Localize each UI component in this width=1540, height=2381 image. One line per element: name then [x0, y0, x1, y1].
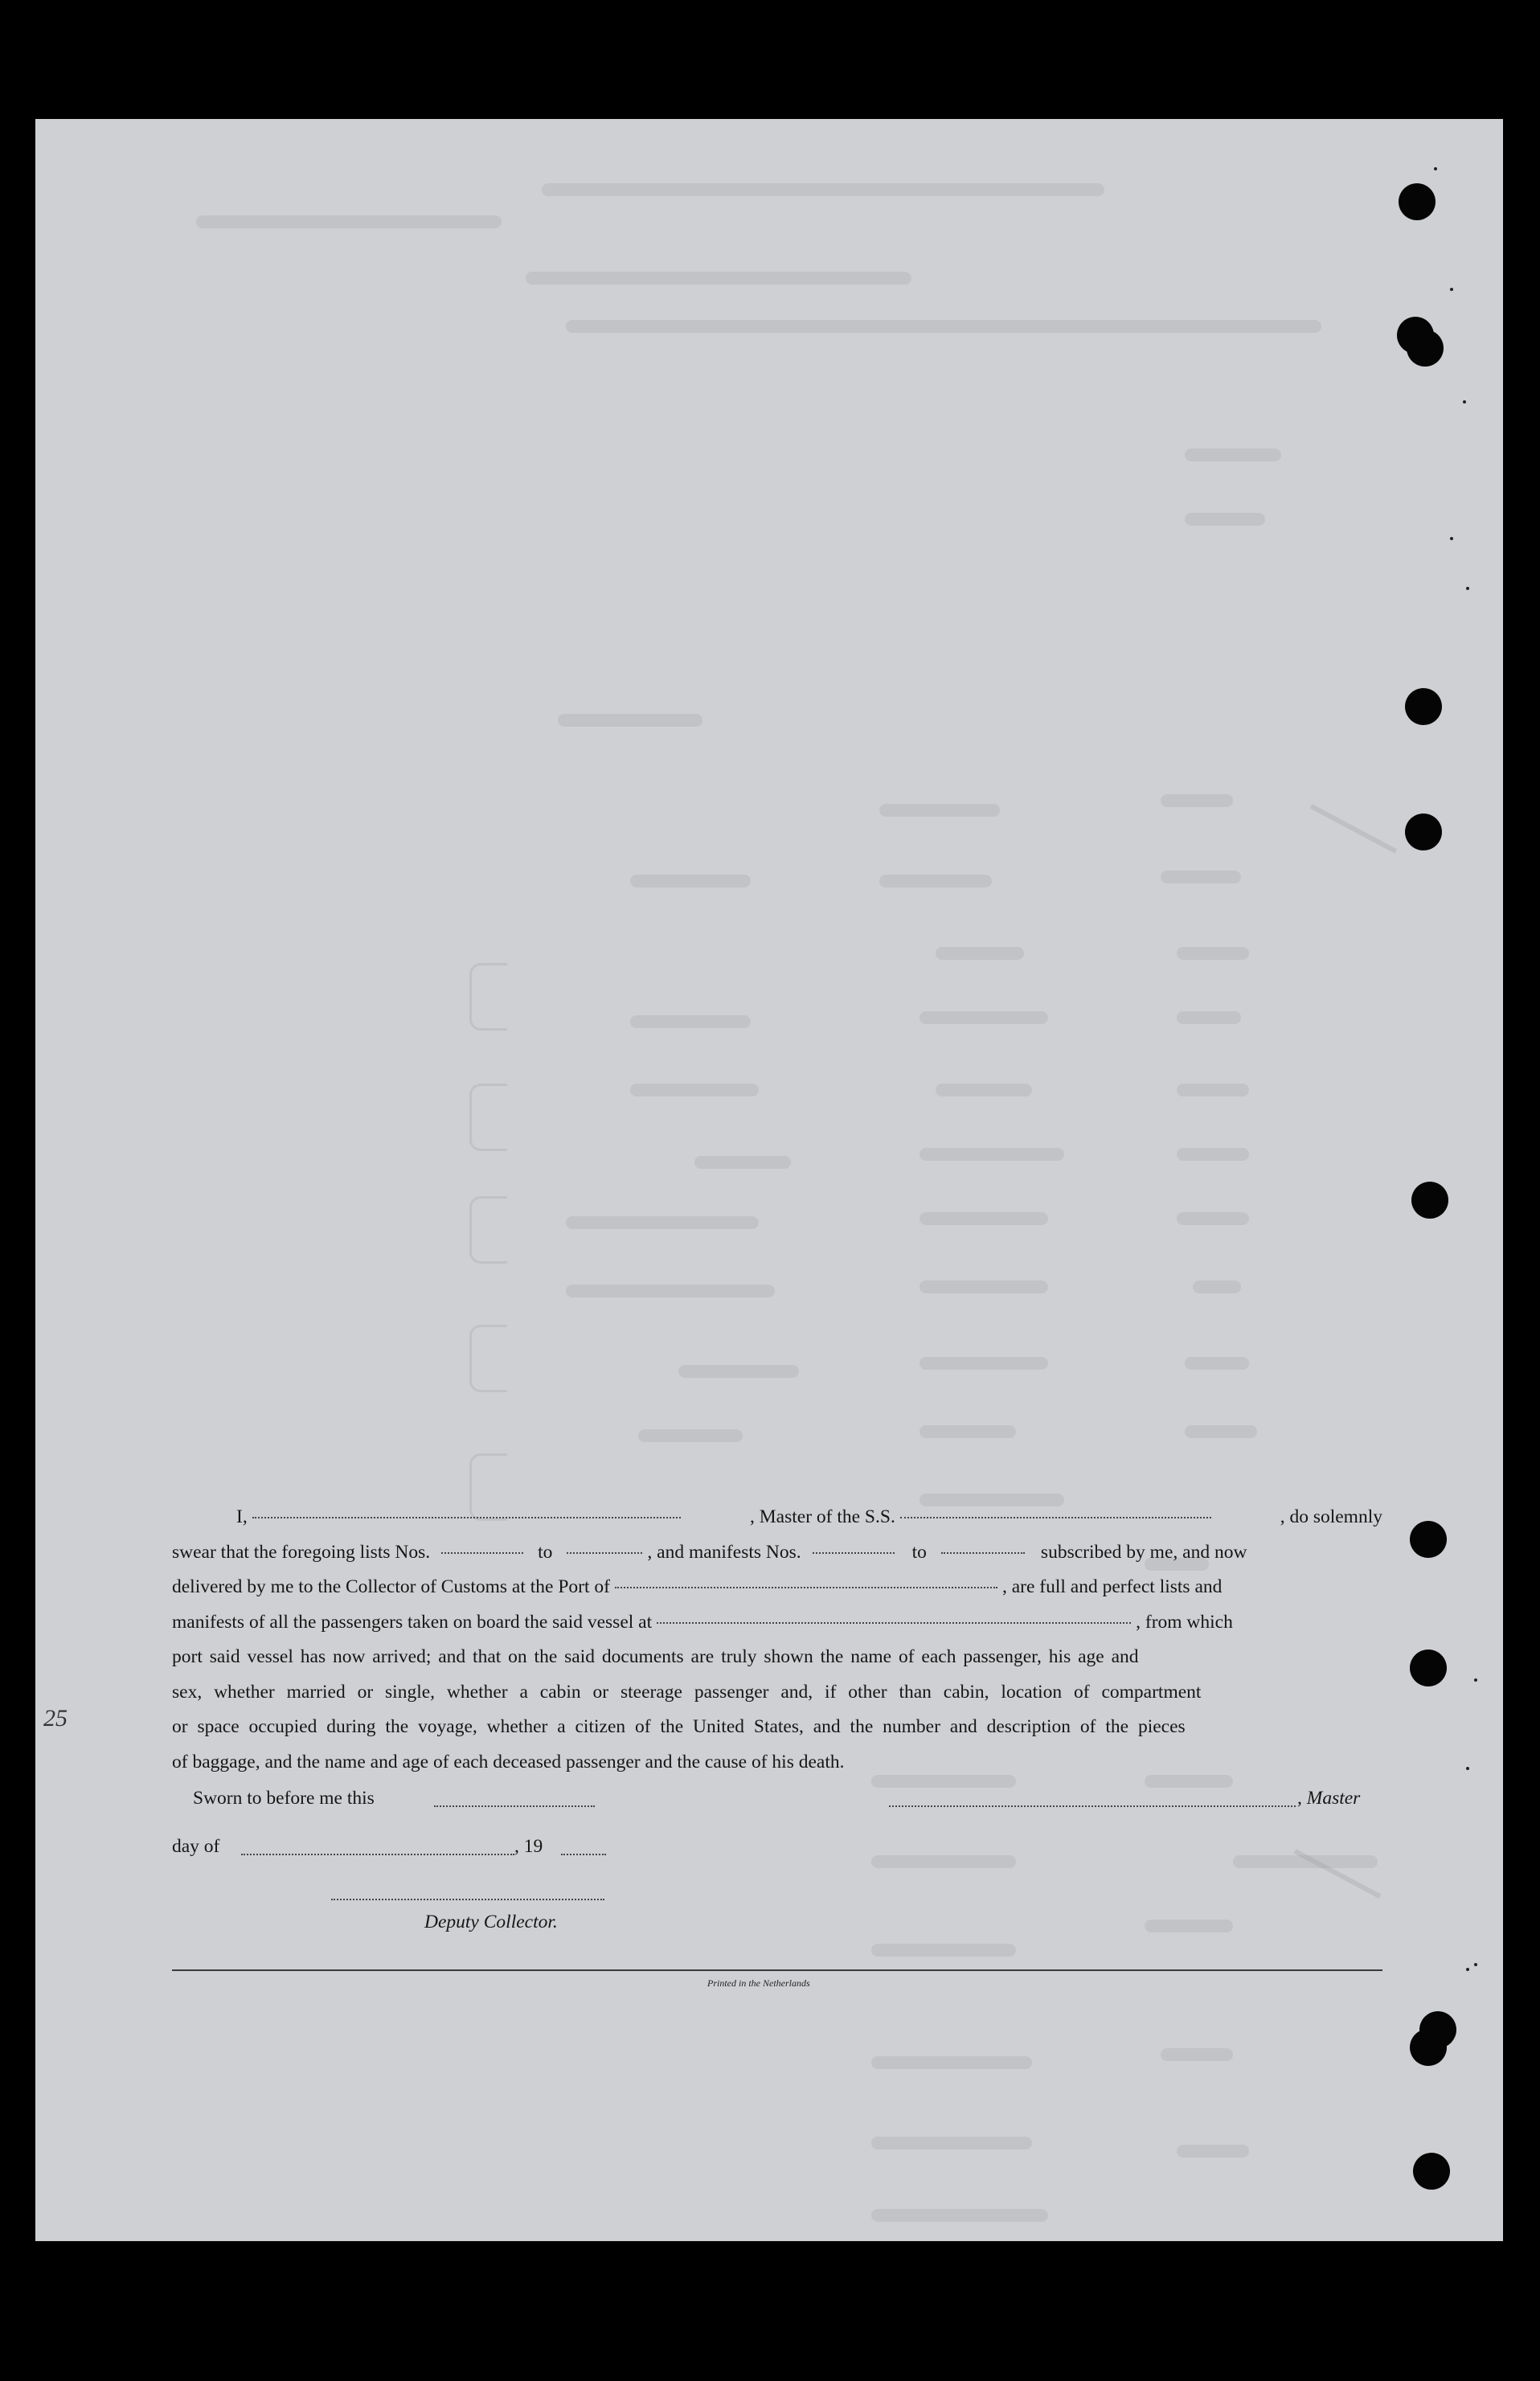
- sworn-label: Sworn to before me this: [193, 1788, 375, 1809]
- margin-handwriting: 25: [43, 1705, 68, 1731]
- oath-line: [172, 1640, 1382, 1675]
- oath-text: to: [911, 1541, 927, 1563]
- oath-line: [172, 1500, 1382, 1535]
- oath-text: I,: [236, 1506, 248, 1527]
- month-field[interactable]: [241, 1854, 514, 1855]
- oath-text: of baggage, and the name and age of each deceased passenger and the cause of his death.: [172, 1751, 845, 1772]
- year-label: , 19: [514, 1836, 543, 1857]
- manifests-to-field[interactable]: [941, 1552, 1025, 1554]
- lists-from-field[interactable]: [441, 1552, 523, 1554]
- ship-name-field[interactable]: [900, 1517, 1211, 1518]
- punch-hole: [1410, 1649, 1447, 1686]
- oath-text: , from which: [1136, 1611, 1233, 1633]
- oath-text: delivered by me to the Collector of Customs at the Port of: [172, 1576, 610, 1597]
- oath-line: [172, 1710, 1382, 1745]
- manifests-from-field[interactable]: [813, 1552, 895, 1554]
- port-field[interactable]: [615, 1587, 997, 1588]
- punch-hole: [1410, 2029, 1447, 2066]
- deputy-collector-label: Deputy Collector.: [424, 1912, 558, 1932]
- master-name-field[interactable]: [252, 1517, 681, 1518]
- oath-text: subscribed by me, and now: [1040, 1541, 1247, 1563]
- bleed-through-text: [35, 119, 1503, 2241]
- embark-port-field[interactable]: [657, 1622, 1131, 1624]
- oath-line: [172, 1745, 1382, 1781]
- printer-imprint: Printed in the Netherlands: [707, 1977, 810, 1989]
- punch-hole: [1407, 330, 1444, 367]
- oath-line: [172, 1570, 1382, 1605]
- form-page: [35, 119, 1503, 2241]
- oath-text: port said vessel has now arrived; and that on the said documents are truly shown the name of each passenger, his age and: [172, 1646, 1139, 1667]
- punch-hole: [1405, 688, 1442, 725]
- sworn-date-field[interactable]: [434, 1805, 595, 1807]
- punch-hole: [1410, 1521, 1447, 1558]
- punch-hole: [1413, 2153, 1450, 2190]
- oath-text: , and manifests Nos.: [647, 1541, 801, 1563]
- oath-line: [172, 1675, 1382, 1711]
- master-signature-field[interactable]: [889, 1805, 1296, 1807]
- sworn-row: [193, 1788, 1382, 1823]
- day-label: day of: [172, 1836, 220, 1857]
- punch-hole: [1411, 1182, 1448, 1219]
- oath-paragraph: [172, 1500, 1382, 1780]
- oath-text: swear that the foregoing lists Nos.: [172, 1541, 431, 1563]
- punch-hole: [1399, 183, 1436, 220]
- punch-hole: [1405, 813, 1442, 850]
- oath-text: , do solemnly: [1280, 1506, 1382, 1527]
- oath-text: sex, whether married or single, whether a cabin or steerage passenger and, if other than cabin, location of compartment: [172, 1681, 1202, 1703]
- oath-text: or space occupied during the voyage, whether a citizen of the United States, and the number and description of the pieces: [172, 1716, 1186, 1737]
- oath-line: [172, 1535, 1382, 1571]
- lists-to-field[interactable]: [567, 1552, 642, 1554]
- year-field[interactable]: [561, 1854, 606, 1855]
- oath-text: manifests of all the passengers taken on board the said vessel at: [172, 1611, 653, 1633]
- oath-text: , Master of the S.S.: [750, 1506, 895, 1527]
- footer-rule: [172, 1969, 1382, 1971]
- oath-text: , are full and perfect lists and: [1001, 1576, 1223, 1597]
- master-label: , Master: [1297, 1788, 1361, 1809]
- oath-line: [172, 1605, 1382, 1641]
- oath-text: to: [538, 1541, 553, 1563]
- deputy-signature-field[interactable]: [331, 1899, 604, 1900]
- day-row: [172, 1836, 622, 1871]
